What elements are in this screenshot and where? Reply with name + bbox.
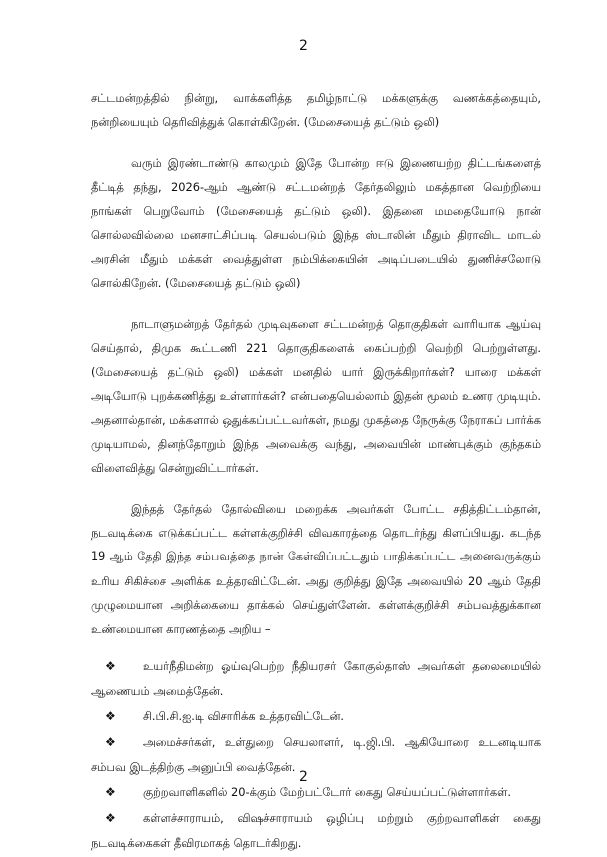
paragraph-1 (91, 86, 541, 134)
page-number-top: 2 (299, 38, 308, 54)
paragraph-line: விளைவித்து சென்றுவிட்டார்கள். (91, 461, 259, 475)
diamond-bullet-icon: ❖ (105, 735, 116, 749)
paragraph-line: சொல்லவில்லை மனசாட்சிப்படி செயல்படும் இந்த ஸ்டாலின் மீதும் திராவிட மாடல் (91, 228, 541, 242)
document-body (91, 86, 541, 855)
page-number-bottom: 2 (299, 769, 308, 785)
paragraph-line: உரிய சிகிச்சை அளிக்க உத்தரவிட்டேன். அது குறித்து இதே அவையில் 20 ஆம் தேதி (91, 574, 541, 588)
paragraph-3 (91, 312, 541, 480)
bullet-text: கள்ளச்சாராயம், விஷச்சாராயம் ஒழிப்பு மற்றும் குற்றவாளிகள் கைது (143, 811, 541, 825)
bullet-item (91, 653, 541, 703)
paragraph-line: அதனால்தான், மக்களால் ஒதுக்கப்பட்டவர்கள், நமது முகத்தை நேருக்கு நேராகப் பார்க்க (91, 413, 541, 427)
paragraph-line: நாங்கள் பெறுவோம் (மேசையைத் தட்டும் ஒலி). இதனை மமதையோடு நான் (91, 204, 541, 218)
paragraph-line: அடியோடு புறக்கணித்து உள்ளார்கள்? என்பதையெல்லாம் இதன் மூலம் உணர முடியும். (91, 389, 541, 403)
bullet-continuation: ஆணையம் அமைத்தேன். (91, 684, 224, 698)
paragraph-line: வரும் இரண்டாண்டு காலமும் இதே போன்ற ஈடு இணையற்ற திட்டங்களைத் (131, 156, 541, 170)
bullet-continuation: சம்பவ இடத்திற்கு அனுப்பி வைத்தேன். (91, 760, 296, 774)
paragraph-line: உண்மையான காரணத்தை அறிய – (91, 622, 271, 636)
diamond-bullet-icon: ❖ (105, 811, 116, 825)
paragraph-line: சட்டமன்றத்தில் நின்று, வாக்களித்த தமிழ்நாட்டு மக்களுக்கு வணக்கத்தையும், (91, 91, 541, 105)
paragraph-line: இந்தத் தேர்தல் தோல்வியை மறைக்க அவர்கள் போட்ட சதித்திட்டம்தான், (131, 502, 541, 516)
paragraph-line: முழுமையான அறிக்கையை தாக்கல் செய்துள்ளேன். கள்ளக்குறிச்சி சம்பவத்துக்கான (91, 598, 541, 612)
paragraph-line: நன்றியையும் தெரிவித்துக் கொள்கிறேன். (மேசையைத் தட்டும் ஒலி) (91, 115, 440, 129)
bullet-item (91, 805, 541, 855)
paragraph-line: நாடாளுமன்றத் தேர்தல் முடிவுகளை சட்டமன்றத் தொகுதிகள் வாரியாக ஆய்வு (131, 317, 541, 331)
diamond-bullet-icon: ❖ (105, 785, 116, 799)
bullet-text: உயர்நீதிமன்ற ஓய்வுபெற்ற நீதியரசர் கோகுல்தாஸ் அவர்கள் தலைமையில் (143, 659, 541, 673)
bullet-continuation: நடவடிக்கைகள் தீவிரமாகத் தொடர்கிறது. (91, 836, 302, 850)
bullet-text: அமைச்சர்கள், உள்துறை செயலாளர், டி.ஜி.பி. ஆகியோரை உடனடியாக (143, 735, 541, 749)
paragraph-line: நடவடிக்கை எடுக்கப்பட்ட கள்ளக்குறிச்சி விவகாரத்தை தொடர்ந்து கிளப்பியது. கடந்த (91, 526, 541, 540)
paragraph-line: செய்தால், திமுக கூட்டணி 221 தொகுதிகளைக் கைப்பற்றி வெற்றி பெற்றுள்ளது. (91, 341, 541, 355)
diamond-bullet-icon: ❖ (105, 659, 116, 673)
paragraph-line: 19 ஆம் தேதி இந்த சம்பவத்தை நான் கேள்விப்பட்டதும் பாதிக்கப்பட்ட அனைவருக்கும் (91, 550, 541, 563)
paragraph-line: தீட்டித் தந்து, 2026-ஆம் ஆண்டு சட்டமன்றத் தேர்தலிலும் மகத்தான வெற்றியை (91, 180, 541, 194)
bullet-text: சி.பி.சி.ஐ.டி விசாரிக்க உத்தரவிட்டேன். (143, 709, 345, 723)
paragraph-4 (91, 497, 541, 641)
paragraph-line: அரசின் மீதும் மக்கள் வைத்துள்ள நம்பிக்கையின் அடிப்படையில் துணிச்சலோடு (91, 252, 541, 266)
paragraph-line: சொல்கிறேன். (மேசையைத் தட்டும் ஒலி) (91, 276, 301, 290)
bullet-list (91, 653, 541, 855)
paragraph-line: முடியாமல், தினந்தோறும் இந்த அவைக்கு வந்து, அவையின் மாண்புக்கும் குந்தகம் (91, 437, 541, 451)
paragraph-2 (91, 151, 541, 295)
bullet-text: குற்றவாளிகளில் 20-க்கும் மேற்பட்டோர் கைது செய்யப்பட்டுள்ளார்கள். (143, 785, 512, 799)
paragraph-line: (மேசையைத் தட்டும் ஒலி) மக்கள் மனதில் யார் இருக்கிறார்கள்? யாரை மக்கள் (91, 365, 541, 379)
diamond-bullet-icon: ❖ (105, 709, 116, 723)
bullet-item (91, 703, 541, 729)
